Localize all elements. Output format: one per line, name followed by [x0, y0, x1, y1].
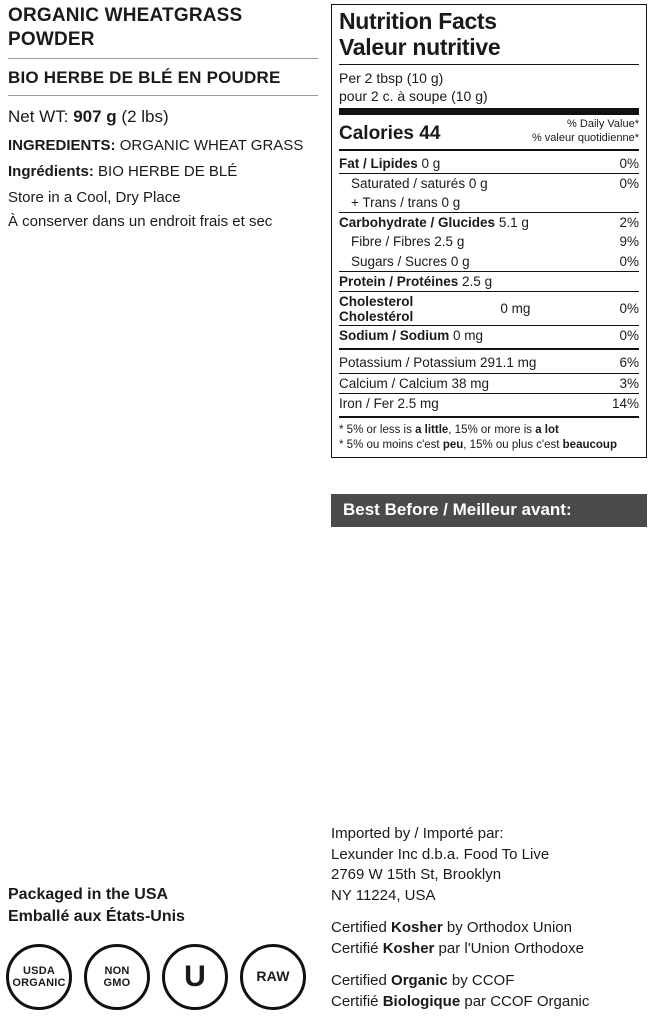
nutrient-dv: 2%	[619, 215, 639, 231]
nutrient-dv: 9%	[619, 234, 639, 250]
packaged-in-usa	[8, 884, 185, 927]
certification-seals	[6, 944, 306, 1010]
organic-certification-en	[331, 971, 651, 992]
nutrient-label-en: Cholesterol	[339, 293, 414, 309]
kosher-en-bold: Kosher	[391, 919, 443, 937]
non-gmo-seal-icon	[84, 944, 150, 1010]
product-title-fr: BIO HERBE DE BLÉ EN POUDRE	[8, 67, 281, 87]
nutrient-label: Saturated / saturés	[351, 175, 466, 191]
nutrient-label: Iron / Fer 2.5 mg	[339, 395, 439, 411]
ingredients-en	[8, 136, 318, 156]
nutrient-dv: 3%	[619, 375, 639, 391]
kosher-certification-block	[331, 918, 651, 959]
ingredients-fr	[8, 162, 318, 182]
storage-instructions-en: Store in a Cool, Dry Place	[8, 189, 181, 207]
nutrition-title-fr: Valeur nutritive	[339, 33, 501, 60]
table-row	[339, 292, 639, 325]
nutrient-label-fr: Cholestérol	[339, 309, 414, 325]
nutrient-label: Sugars / Sucres	[351, 253, 448, 269]
kosher-en-post: by Orthodox Union	[442, 919, 572, 937]
nutrient-dv: 0%	[619, 328, 639, 344]
footnote-fr-mid: , 15% ou plus c'est	[463, 438, 563, 451]
nutrient-amount: 0 mg	[453, 328, 484, 344]
nutrient-label: Fat / Lipides	[339, 155, 418, 171]
serving-size-fr: pour 2 c. à soupe (10 g)	[339, 88, 488, 105]
table-row	[339, 374, 639, 393]
nutrient-amount: 0 g	[421, 155, 441, 171]
serving-size-en: Per 2 tbsp (10 g)	[339, 69, 444, 86]
ingredients-label-en: INGREDIENTS:	[8, 136, 116, 154]
footnote-fr-bold1: peu	[442, 438, 464, 451]
nutrient-amount: 0 mg	[500, 300, 531, 316]
table-row	[339, 353, 639, 372]
divider	[8, 95, 318, 96]
packaged-line-en: Packaged in the USA	[8, 886, 169, 903]
footnote-fr-pre: * 5% ou moins c'est	[339, 438, 443, 451]
nutrient-dv: 14%	[611, 395, 639, 411]
organic-en-post: by CCOF	[447, 972, 515, 990]
table-row	[339, 252, 639, 271]
importer-street: 2769 W 15th St, Brooklyn	[331, 866, 502, 884]
footnote-en-pre: * 5% or less is	[339, 423, 416, 436]
table-row	[339, 326, 639, 345]
nutrient-dv: 0%	[619, 253, 639, 269]
kosher-union-seal-icon	[162, 944, 228, 1010]
product-title-en: ORGANIC WHEATGRASS POWDER	[8, 5, 243, 50]
nutrition-footnote-fr	[339, 438, 639, 453]
organic-en-pre: Certified	[331, 972, 392, 990]
kosher-certification-fr	[331, 939, 651, 960]
nutrient-label: + Trans / trans	[351, 194, 438, 210]
importer-address-block	[331, 824, 651, 906]
net-weight-value: 907 g	[73, 106, 117, 126]
non-gmo-seal-line1: NON	[104, 964, 130, 977]
kosher-en-pre: Certified	[331, 919, 392, 937]
nutrient-label: Fibre / Fibres	[351, 234, 431, 250]
best-before-bar: Best Before / Meilleur avant:	[331, 494, 647, 527]
divider	[339, 348, 639, 350]
net-weight-alt: (2 lbs)	[121, 106, 169, 126]
usda-organic-seal-line2: ORGANIC	[12, 977, 66, 989]
net-weight	[8, 106, 318, 128]
table-row	[339, 272, 639, 291]
kosher-fr-post: par l'Union Orthodoxe	[434, 939, 584, 957]
raw-seal-icon	[240, 944, 306, 1010]
nutrient-dv: 0%	[619, 300, 639, 316]
nutrient-amount: 2.5 g	[462, 273, 493, 289]
product-info-panel	[8, 4, 318, 233]
raw-seal-label: RAW	[256, 968, 290, 985]
calories-label: Calories 44	[339, 122, 441, 144]
daily-value-header-en: % Daily Value*	[567, 118, 639, 131]
kosher-certification-en	[331, 918, 651, 939]
nutrient-amount: 0 g	[441, 194, 461, 210]
footnote-en-mid: , 15% or more is	[448, 423, 536, 436]
nutrient-amount: 5.1 g	[498, 215, 529, 231]
kosher-union-seal-letter: U	[184, 960, 206, 994]
importer-company: Lexunder Inc d.b.a. Food To Live	[331, 845, 550, 863]
table-row	[339, 154, 639, 173]
packaged-line-fr: Emballé aux États-Unis	[8, 907, 185, 925]
daily-value-header	[532, 118, 639, 146]
table-row	[339, 213, 639, 232]
nutrition-footnote	[339, 421, 639, 453]
organic-certification-fr	[331, 992, 651, 1013]
divider	[339, 149, 639, 151]
ingredients-value-fr: BIO HERBE DE BLÉ	[98, 162, 238, 180]
ingredients-label-fr: Ingrédients:	[8, 162, 94, 180]
table-row	[339, 193, 639, 212]
divider	[339, 108, 639, 115]
nutrition-facts-panel	[331, 4, 647, 458]
importer-city: NY 11224, USA	[331, 886, 436, 904]
footnote-en-bold2: a lot	[535, 423, 559, 436]
nutrient-label: Carbohydrate / Glucides	[339, 215, 496, 231]
table-row	[339, 394, 639, 413]
usda-organic-seal-icon	[6, 944, 72, 1010]
importer-heading: Imported by / Importé par:	[331, 825, 504, 842]
usda-organic-seal-line1: USDA	[23, 964, 55, 977]
organic-certification-block	[331, 971, 651, 1012]
divider	[339, 416, 639, 418]
footnote-fr-bold2: beaucoup	[562, 438, 617, 451]
nutrient-label: Potassium / Potassium 291.1 mg	[339, 355, 537, 371]
table-row	[339, 174, 639, 193]
organic-fr-bold: Biologique	[382, 992, 461, 1010]
nutrient-amount: 0 g	[468, 175, 488, 191]
nutrient-dv: 0%	[619, 175, 639, 191]
daily-value-header-fr: % valeur quotidienne*	[531, 131, 639, 144]
nutrient-dv: 6%	[619, 355, 639, 371]
nutrition-title-en: Nutrition Facts	[339, 8, 497, 34]
organic-fr-pre: Certifié	[331, 992, 383, 1010]
importer-info	[331, 824, 651, 1012]
nutrient-label: Calcium / Calcium 38 mg	[339, 375, 490, 391]
calories-row	[339, 118, 639, 146]
divider	[339, 64, 639, 65]
ingredients-value-en: ORGANIC WHEAT GRASS	[119, 136, 304, 154]
organic-en-bold: Organic	[391, 972, 448, 990]
nutrient-amount: 2.5 g	[434, 234, 465, 250]
nutrient-label: Sodium / Sodium	[339, 328, 450, 344]
nutrient-amount: 0 g	[450, 253, 470, 269]
table-row	[339, 232, 639, 251]
divider	[8, 58, 318, 59]
kosher-fr-bold: Kosher	[382, 939, 435, 957]
organic-fr-post: par CCOF Organic	[460, 992, 590, 1010]
nutrition-footnote-en	[339, 423, 639, 438]
kosher-fr-pre: Certifié	[331, 939, 383, 957]
net-weight-label: Net WT:	[8, 106, 69, 126]
footnote-en-bold1: a little	[415, 423, 449, 436]
nutrient-dv: 0%	[619, 155, 639, 171]
non-gmo-seal-line2: GMO	[103, 977, 131, 989]
storage-instructions-fr: À conserver dans un endroit frais et sec	[8, 213, 273, 231]
nutrient-label: Protein / Protéines	[339, 273, 459, 289]
